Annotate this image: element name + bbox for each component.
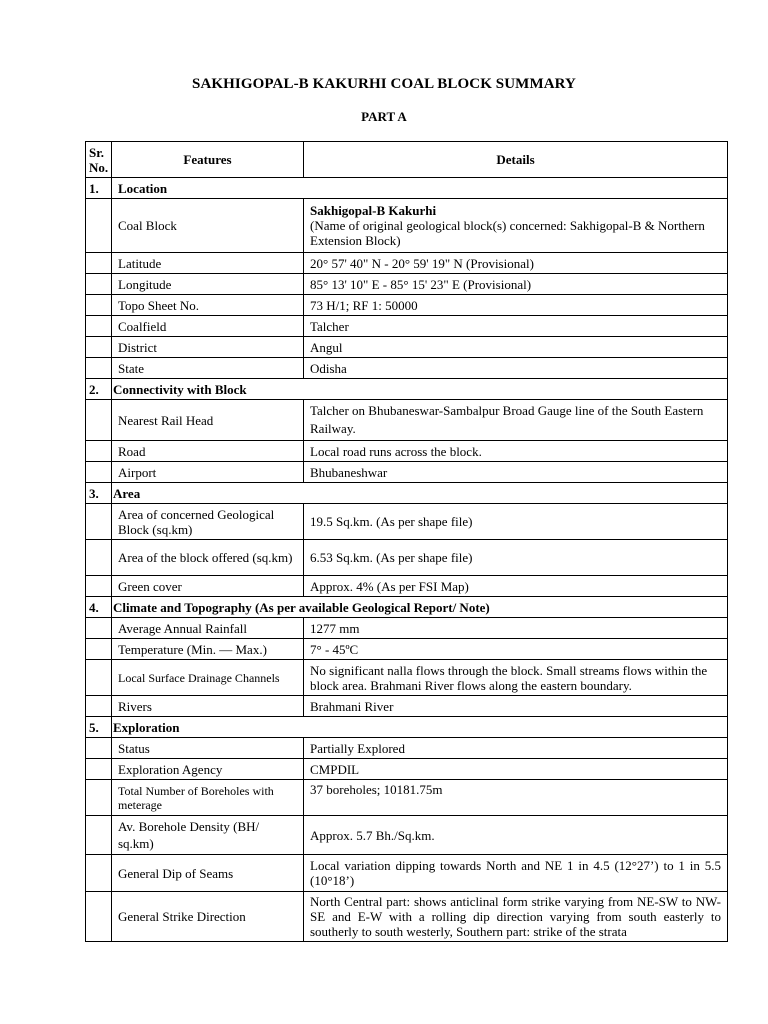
table-row <box>86 253 728 274</box>
section-title: Location <box>112 178 728 199</box>
detail-cell: Bhubaneshwar <box>304 462 728 483</box>
feature-cell: Average Annual Rainfall <box>112 618 304 639</box>
detail-cell: 37 boreholes; 10181.75m <box>304 780 728 816</box>
section-number: 1. <box>86 178 112 199</box>
sr-cell <box>86 316 112 337</box>
feature-cell: Longitude <box>112 274 304 295</box>
header-details: Details <box>304 142 728 178</box>
feature-cell: Av. Borehole Density (BH/ sq.km) <box>112 816 304 855</box>
feature-cell: Green cover <box>112 576 304 597</box>
header-sr-no <box>86 142 112 178</box>
table-row <box>86 540 728 576</box>
sr-cell <box>86 816 112 855</box>
sr-cell <box>86 253 112 274</box>
sr-cell <box>86 441 112 462</box>
sr-cell <box>86 576 112 597</box>
feature-cell: Local Surface Drainage Channels <box>112 660 304 696</box>
sr-cell <box>86 618 112 639</box>
detail-cell: North Central part: shows anticlinal form strike varying from NE-SW to NW-SE and E-W with a rolling dip direction varying from south easterly to southerly to south westerly, Southern part: strike of the strata <box>304 892 728 942</box>
table-row <box>86 441 728 462</box>
feature-cell: Road <box>112 441 304 462</box>
section-number: 2. <box>86 379 112 400</box>
header-features: Features <box>112 142 304 178</box>
feature-cell: State <box>112 358 304 379</box>
sr-cell <box>86 780 112 816</box>
sr-cell <box>86 337 112 358</box>
detail-cell: Brahmani River <box>304 696 728 717</box>
detail-cell: 85° 13' 10" E - 85° 15' 23" E (Provisional) <box>304 274 728 295</box>
table-header-row <box>86 142 728 178</box>
table-row <box>86 618 728 639</box>
detail-cell: 1277 mm <box>304 618 728 639</box>
sr-cell <box>86 358 112 379</box>
feature-cell: District <box>112 337 304 358</box>
section-row-exploration <box>86 717 728 738</box>
sr-cell <box>86 540 112 576</box>
detail-cell: Local road runs across the block. <box>304 441 728 462</box>
table-row <box>86 337 728 358</box>
sr-cell <box>86 199 112 253</box>
sr-cell <box>86 400 112 441</box>
detail-cell <box>304 199 728 253</box>
detail-cell: Approx. 5.7 Bh./Sq.km. <box>304 816 728 855</box>
feature-cell: Nearest Rail Head <box>112 400 304 441</box>
table-row <box>86 400 728 441</box>
detail-cell: Local variation dipping towards North and NE 1 in 4.5 (12°27’) to 1 in 5.5 (10°18’) <box>304 855 728 892</box>
detail-cell: 7° - 45ºC <box>304 639 728 660</box>
feature-cell: Latitude <box>112 253 304 274</box>
section-number: 3. <box>86 483 112 504</box>
section-number: 4. <box>86 597 112 618</box>
table-row <box>86 316 728 337</box>
feature-cell: General Strike Direction <box>112 892 304 942</box>
document-title: SAKHIGOPAL-B KAKURHI COAL BLOCK SUMMARY <box>192 76 576 92</box>
feature-cell: Exploration Agency <box>112 759 304 780</box>
feature-cell: Total Number of Boreholes with meterage <box>112 780 304 816</box>
sr-cell <box>86 660 112 696</box>
sr-cell <box>86 639 112 660</box>
detail-cell: 20° 57' 40" N - 20° 59' 19" N (Provisional) <box>304 253 728 274</box>
table-row <box>86 738 728 759</box>
detail-cell: CMPDIL <box>304 759 728 780</box>
detail-cell: Angul <box>304 337 728 358</box>
feature-cell: Coal Block <box>112 199 304 253</box>
feature-cell: Status <box>112 738 304 759</box>
sr-cell <box>86 274 112 295</box>
detail-bold: Sakhigopal-B Kakurhi <box>310 203 437 218</box>
sr-cell <box>86 295 112 316</box>
detail-cell: Talcher on Bhubaneswar-Sambalpur Broad Gauge line of the South Eastern Railway. <box>304 400 728 441</box>
sr-cell <box>86 892 112 942</box>
detail-cell: 19.5 Sq.km. (As per shape file) <box>304 504 728 540</box>
table-row <box>86 696 728 717</box>
feature-cell: General Dip of Seams <box>112 855 304 892</box>
feature-cell: Temperature (Min. — Max.) <box>112 639 304 660</box>
detail-cell: Partially Explored <box>304 738 728 759</box>
feature-cell: Coalfield <box>112 316 304 337</box>
feature-cell: Area of concerned Geological Block (sq.km) <box>112 504 304 540</box>
coal-block-summary-table <box>85 141 728 942</box>
table-row <box>86 780 728 816</box>
header-sr-line2: No. <box>89 159 109 175</box>
feature-cell: Rivers <box>112 696 304 717</box>
section-title: Connectivity with Block <box>112 379 728 400</box>
sr-cell <box>86 738 112 759</box>
table-row <box>86 639 728 660</box>
sr-cell <box>86 504 112 540</box>
detail-cell: 6.53 Sq.km. (As per shape file) <box>304 540 728 576</box>
section-row-connectivity <box>86 379 728 400</box>
part-label: PART A <box>361 109 407 124</box>
section-number: 5. <box>86 717 112 738</box>
detail-cell: Approx. 4% (As per FSI Map) <box>304 576 728 597</box>
section-title: Exploration <box>112 717 728 738</box>
sr-cell <box>86 462 112 483</box>
table-row <box>86 892 728 942</box>
sr-cell <box>86 696 112 717</box>
table-row <box>86 759 728 780</box>
feature-cell: Airport <box>112 462 304 483</box>
section-title: Area <box>112 483 728 504</box>
table-row <box>86 462 728 483</box>
section-row-climate <box>86 597 728 618</box>
detail-cell: 73 H/1; RF 1: 50000 <box>304 295 728 316</box>
table-row <box>86 199 728 253</box>
section-title: Climate and Topography (As per available Geological Report/ Note) <box>112 597 728 618</box>
table-row <box>86 660 728 696</box>
feature-cell: Area of the block offered (sq.km) <box>112 540 304 576</box>
feature-cell: Topo Sheet No. <box>112 295 304 316</box>
detail-cell: Talcher <box>304 316 728 337</box>
table-row <box>86 358 728 379</box>
table-row <box>86 504 728 540</box>
detail-cell: Odisha <box>304 358 728 379</box>
sr-cell <box>86 759 112 780</box>
table-row <box>86 295 728 316</box>
detail-text: (Name of original geological block(s) concerned: Sakhigopal-B & Northern Extension Block) <box>310 218 705 248</box>
section-row-area <box>86 483 728 504</box>
header-sr-line1: Sr. <box>89 144 105 160</box>
table-row <box>86 274 728 295</box>
detail-cell: No significant nalla flows through the block. Small streams flows within the block area. Brahmani River flows along the eastern boundary. <box>304 660 728 696</box>
section-row-location <box>86 178 728 199</box>
sr-cell <box>86 855 112 892</box>
table-row <box>86 855 728 892</box>
table-row <box>86 816 728 855</box>
table-row <box>86 576 728 597</box>
